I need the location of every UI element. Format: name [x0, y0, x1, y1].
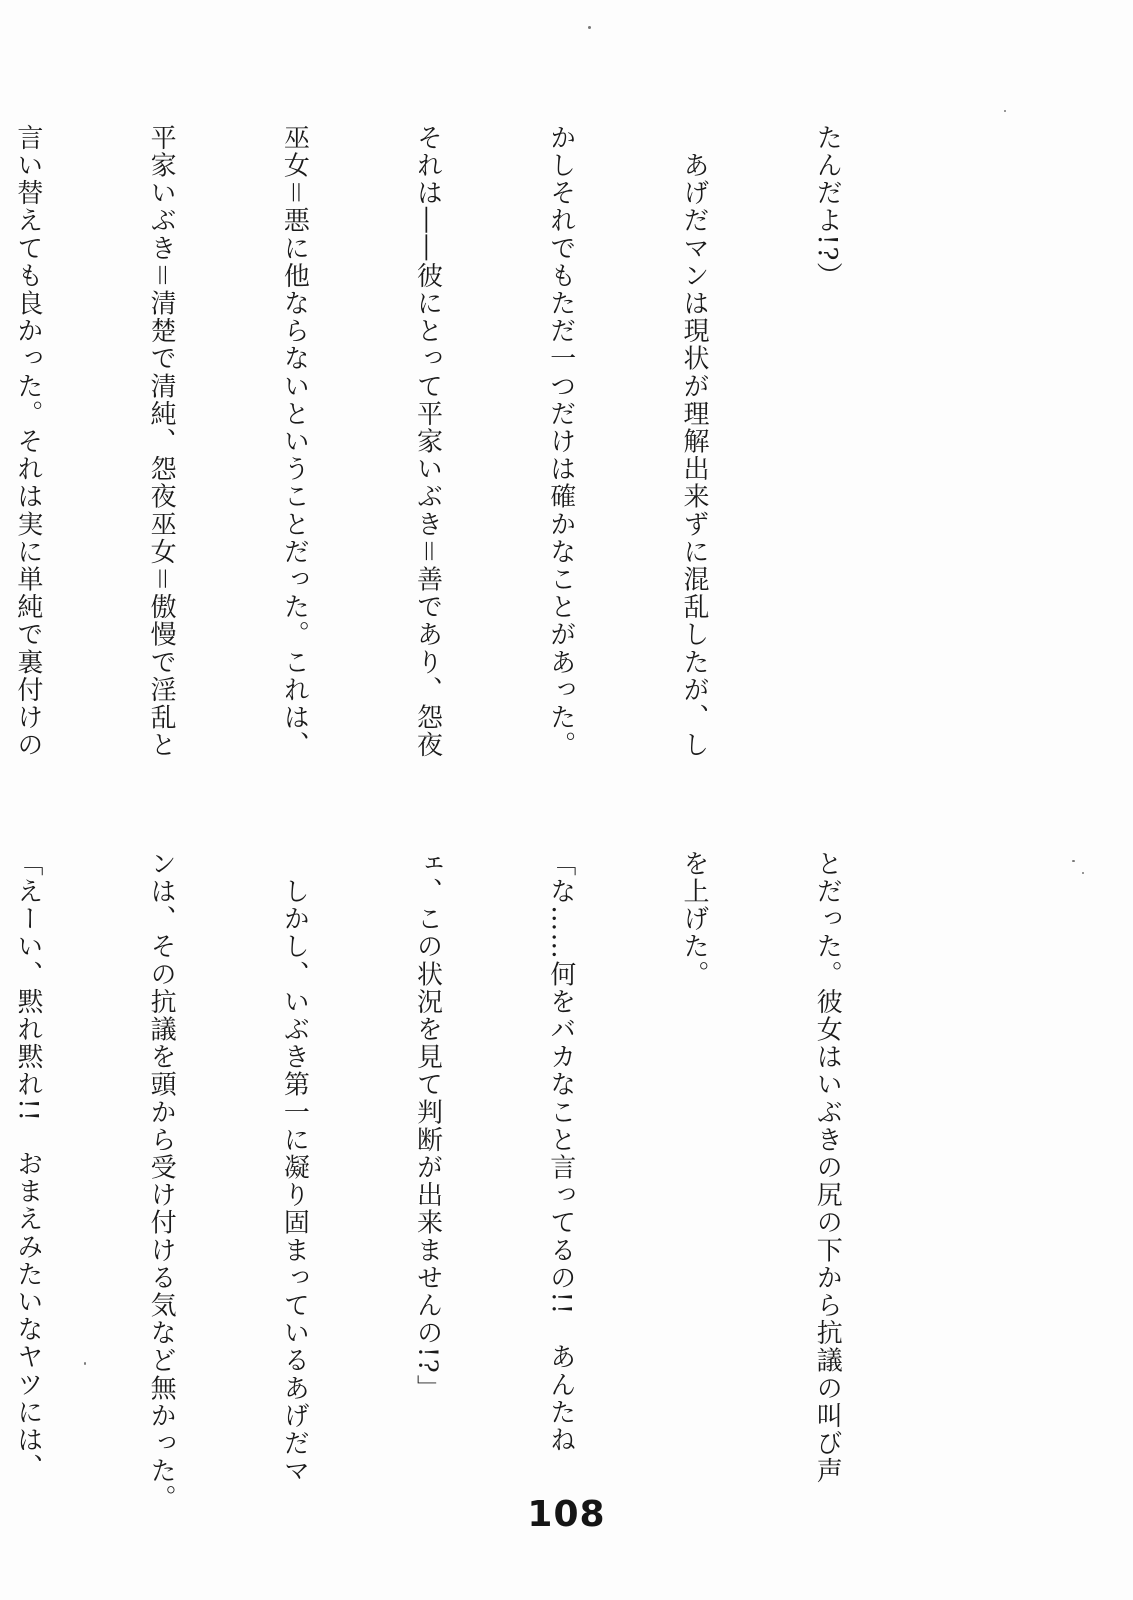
- text-column: それは――彼にとって平家いぶき＝善であり、怨夜: [412, 124, 443, 759]
- text-column: 巫女＝悪に他ならないということだった。これは、: [279, 124, 310, 759]
- text-column: を上げた。: [678, 850, 709, 988]
- scan-speck: [588, 26, 591, 29]
- scan-speck: [1072, 860, 1075, 862]
- text-column: ェ、この状況を見て判断が出来ませんの!?」: [412, 850, 443, 1402]
- text-column: ンは、その抗議を頭から受け付ける気など無かった。: [146, 850, 177, 1513]
- text-block-top: [12, 124, 938, 764]
- text-column: たんだよ!?）: [812, 124, 843, 290]
- text-column: しかし、いぶき第一に凝り固まっているあげだマ: [279, 850, 310, 1485]
- text-column: あげだマンは現状が理解出来ずに混乱したが、し: [678, 124, 709, 759]
- scan-speck: [84, 1362, 86, 1365]
- scan-speck: [1004, 110, 1006, 112]
- page-number: 108: [527, 1494, 606, 1535]
- scan-speck: [1082, 872, 1084, 874]
- text-column: とだった。彼女はいぶきの尻の下から抗議の叫び声: [812, 850, 843, 1485]
- text-block-bottom: [12, 850, 938, 1513]
- text-column: 言い替えても良かった。それは実に単純で裏付けの: [12, 124, 43, 759]
- text-column: 「な……何をバカなこと言ってるの!! あんたね: [545, 850, 576, 1454]
- text-column: 「えーい、黙れ黙れ!! おまえみたいなヤツには、: [12, 850, 43, 1482]
- text-column: かしそれでもただ一つだけは確かなことがあった。: [545, 124, 576, 759]
- text-column: 平家いぶき＝清楚で清純、怨夜巫女＝傲慢で淫乱と: [146, 124, 177, 759]
